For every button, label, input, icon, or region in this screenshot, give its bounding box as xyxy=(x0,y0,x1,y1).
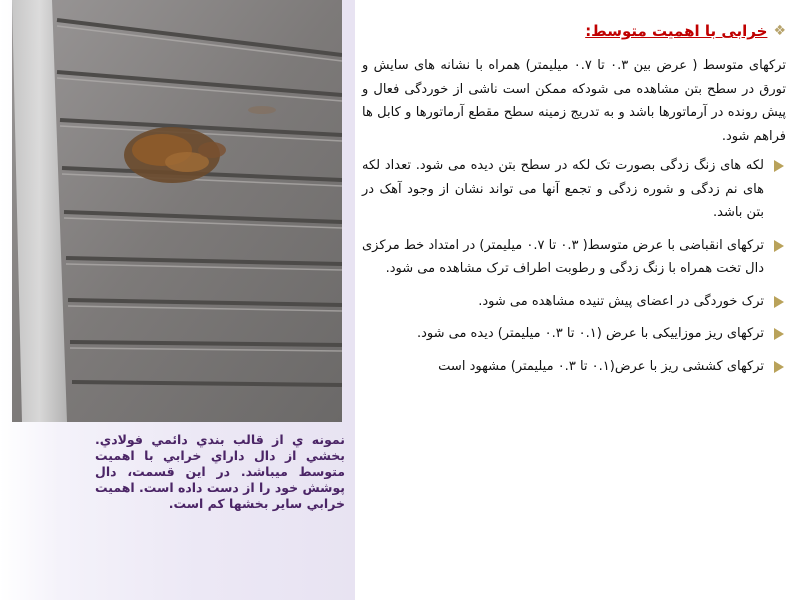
triangle-bullet-icon xyxy=(774,328,784,340)
list-item xyxy=(362,234,786,281)
diamond-bullet-icon: ❖ xyxy=(773,23,786,39)
list-item-text: ترکهای کششی ریز با عرض(۰.۱ تا ۰.۳ میلیمتر) مشهود است xyxy=(438,358,764,374)
list-item xyxy=(362,290,786,314)
heading-text: خرابی با اهمیت متوسط: xyxy=(585,22,768,40)
bullet-list xyxy=(362,154,786,378)
slab-photo xyxy=(12,0,342,422)
list-item xyxy=(362,154,786,225)
list-item-text: لکه های زنگ زدگی بصورت تک لکه در سطح بتن دیده می شود. تعداد لکه های نم زدگی و شوره زدگی و تجمع آنها می تواند نشان از وجود آهک در بتن باشد. xyxy=(362,158,764,220)
list-item xyxy=(362,355,786,379)
triangle-bullet-icon xyxy=(774,240,784,252)
triangle-bullet-icon xyxy=(774,160,784,172)
list-item-text: ترکهای انقباضی با عرض متوسط( ۰.۳ تا ۰.۷ میلیمتر) در امتداد خط مرکزی دال تخت همراه با زنگ زدگی و رطوبت اطراف ترک مشاهده می شود. xyxy=(362,237,765,276)
triangle-bullet-icon xyxy=(774,296,784,308)
list-item-text: ترک خوردگی در اعضای پیش تنیده مشاهده می شود. xyxy=(478,293,764,309)
main-content xyxy=(362,22,786,592)
section-heading xyxy=(362,22,786,40)
list-item xyxy=(362,322,786,346)
photo-caption: نمونه ي از قالب بندي دائمي فولادي. بخشي از دال داراي خرابي با اهميت متوسط ميباشد. در اين قسمت، دال پوشش خود را از دست داده است. اهميت خرابي ساير بخشها كم است. xyxy=(95,432,345,511)
list-item-text: ترکهای ریز موزاییکی با عرض (۰.۱ تا ۰.۳ میلیمتر) دیده می شود. xyxy=(416,326,764,341)
triangle-bullet-icon xyxy=(774,361,784,373)
intro-paragraph: ترکهای متوسط ( عرض بین ۰.۳ تا ۰.۷ میلیمتر) همراه با نشانه های سایش و تورق در سطح بتن مشاهده می شودکه ممکن است ناشی از خوردگی فعال و پیش رونده در آرماتورها باشد و به تدریج زمینه سطح مقطع آرماتورها و کابل ها فراهم شود. xyxy=(362,58,786,144)
